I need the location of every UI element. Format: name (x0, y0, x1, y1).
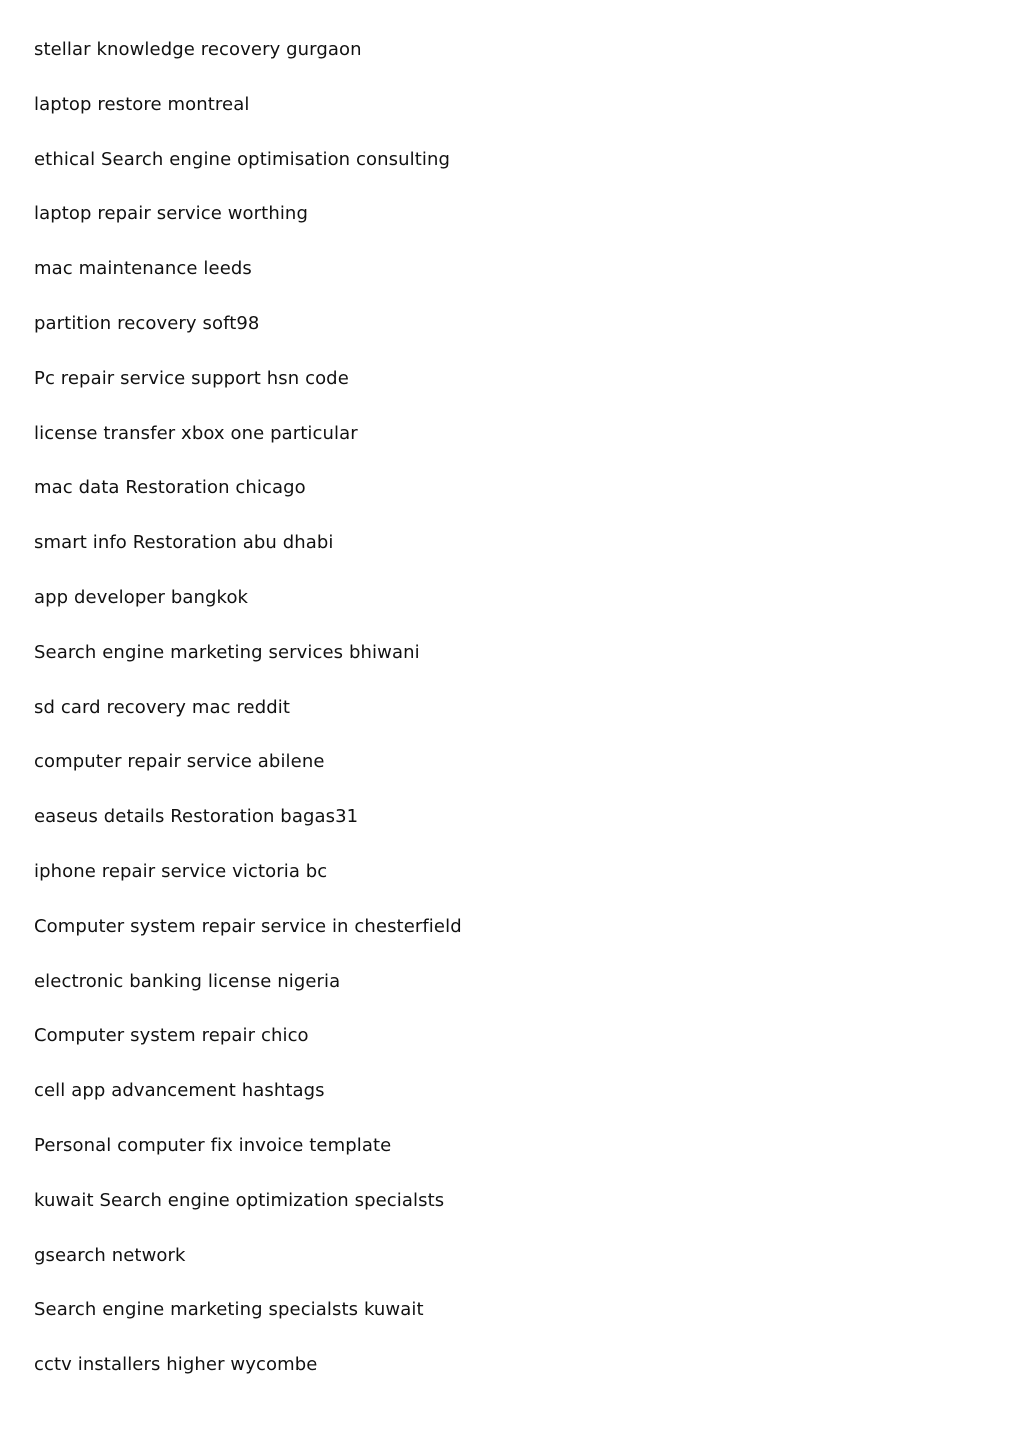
list-item: laptop repair service worthing (34, 203, 308, 225)
list-item: Search engine marketing services bhiwani (34, 641, 420, 663)
text-list (34, 36, 934, 1406)
list-item: Personal computer fix invoice template (34, 1134, 392, 1156)
list-item: Computer system repair chico (34, 1025, 309, 1047)
list-item: easeus details Restoration bagas31 (34, 806, 359, 828)
list-item: Computer system repair service in chesterfield (34, 915, 462, 937)
list-item: smart info Restoration abu dhabi (34, 532, 334, 554)
list-item: laptop restore montreal (34, 93, 250, 115)
list-item: computer repair service abilene (34, 751, 325, 773)
list-item: electronic banking license nigeria (34, 970, 341, 992)
list-item: Search engine marketing specialsts kuwait (34, 1299, 424, 1321)
list-item: kuwait Search engine optimization specialsts (34, 1189, 445, 1211)
list-item: stellar knowledge recovery gurgaon (34, 39, 362, 60)
list-item: license transfer xbox one particular (34, 422, 358, 444)
list-item: gsearch network (34, 1244, 186, 1266)
list-item: iphone repair service victoria bc (34, 860, 328, 882)
list-item: mac maintenance leeds (34, 258, 252, 280)
list-item: cctv installers higher wycombe (34, 1354, 318, 1376)
list-item: mac data Restoration chicago (34, 477, 306, 499)
list-item: Pc repair service support hsn code (34, 367, 349, 389)
list-item: partition recovery soft98 (34, 312, 260, 334)
list-item: cell app advancement hashtags (34, 1080, 325, 1102)
list-item: sd card recovery mac reddit (34, 696, 291, 718)
list-item: app developer bangkok (34, 586, 249, 608)
list-item: ethical Search engine optimisation consulting (34, 148, 451, 170)
